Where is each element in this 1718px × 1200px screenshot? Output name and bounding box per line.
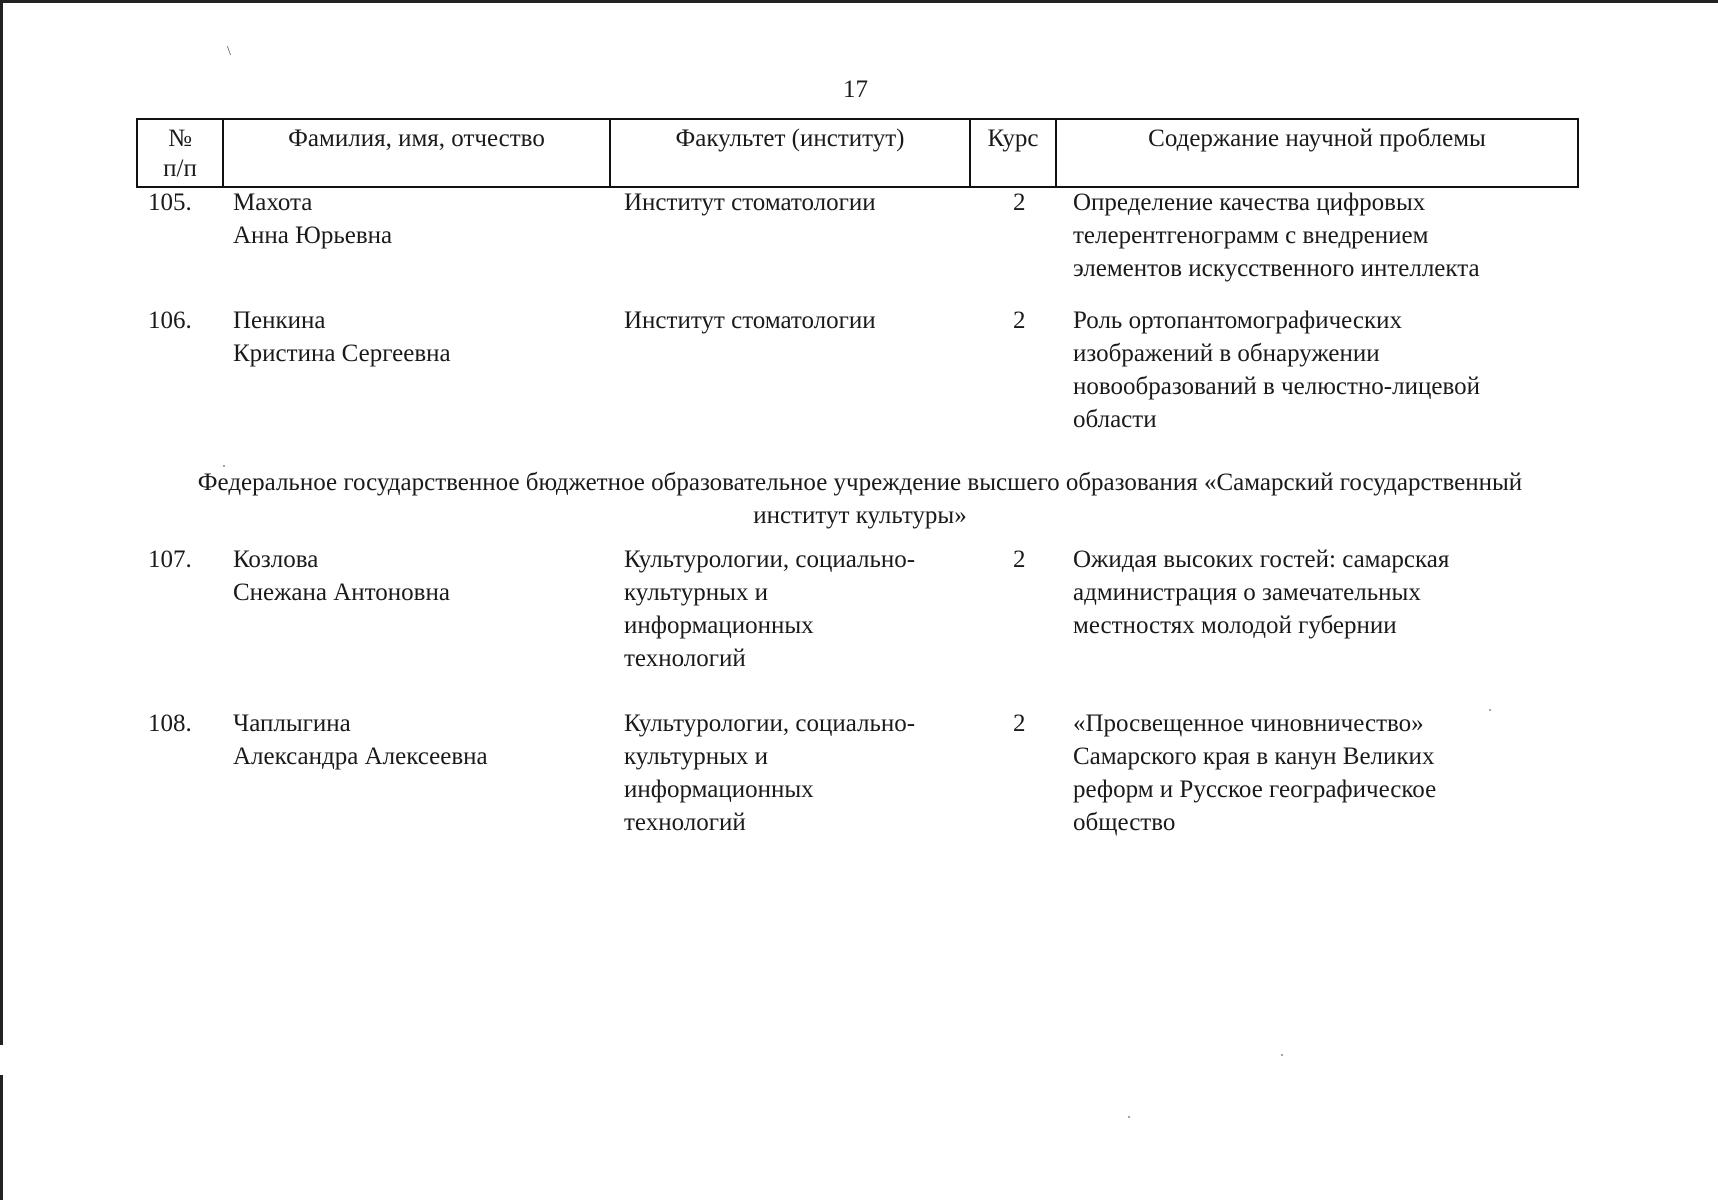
row-course: 2 [1013, 546, 1026, 573]
header-course: Курс [970, 119, 1056, 187]
row-faculty: Институт стоматологии [624, 307, 876, 334]
row-topic: «Просвещенное чиновничество» Самарского края в канун Великих реформ и Русское географическое общество [1073, 710, 1437, 836]
row-number: 108. [148, 710, 192, 737]
row-faculty: Культурологии, социально- культурных и информационных технологий [624, 710, 916, 836]
row-number: 105. [148, 189, 192, 216]
row-topic: Определение качества цифровых телерентгенограмм с внедрением элементов искусственного интеллекта [1073, 189, 1480, 282]
row-course: 2 [1013, 307, 1026, 334]
row-course: 2 [1013, 189, 1026, 216]
scan-speck [1128, 1116, 1130, 1118]
scan-speck [1489, 709, 1491, 711]
scan-speck [1281, 1054, 1283, 1056]
row-topic: Роль ортопантомографических изображений в обнаружении новообразований в челюстно-лицевой области [1073, 307, 1480, 433]
table-header [136, 118, 1579, 188]
header-topic: Содержание научной проблемы [1056, 119, 1578, 187]
scan-stray-mark: \ [227, 44, 231, 59]
table-header-row [137, 119, 1578, 187]
row-fullname: Махота Анна Юрьевна [233, 189, 393, 249]
page-number: 17 [843, 76, 868, 103]
row-course: 2 [1013, 710, 1026, 737]
header-name: Фамилия, имя, отчество [223, 119, 610, 187]
section-title: Федеральное государственное бюджетное образовательное учреждение высшего образования «Самарский государственный институт культуры» [197, 469, 1523, 529]
row-faculty: Культурологии, социально- культурных и информационных технологий [624, 546, 916, 672]
header-num: № п/п [137, 119, 223, 187]
header-faculty: Факультет (институт) [610, 119, 970, 187]
scan-border-top [0, 0, 1718, 3]
row-topic: Ожидая высоких гостей: самарская администрация о замечательных местностях молодой губернии [1073, 546, 1450, 639]
scan-speck [223, 465, 225, 467]
row-number: 107. [148, 546, 192, 573]
row-fullname: Козлова Снежана Антоновна [233, 546, 450, 606]
row-faculty: Институт стоматологии [624, 189, 876, 216]
scan-border-left [0, 0, 3, 1200]
row-number: 106. [148, 307, 192, 334]
row-fullname: Чаплыгина Александра Алексеевна [233, 710, 488, 770]
row-fullname: Пенкина Кристина Сергеевна [233, 307, 451, 367]
scan-border-gap [0, 1045, 3, 1075]
